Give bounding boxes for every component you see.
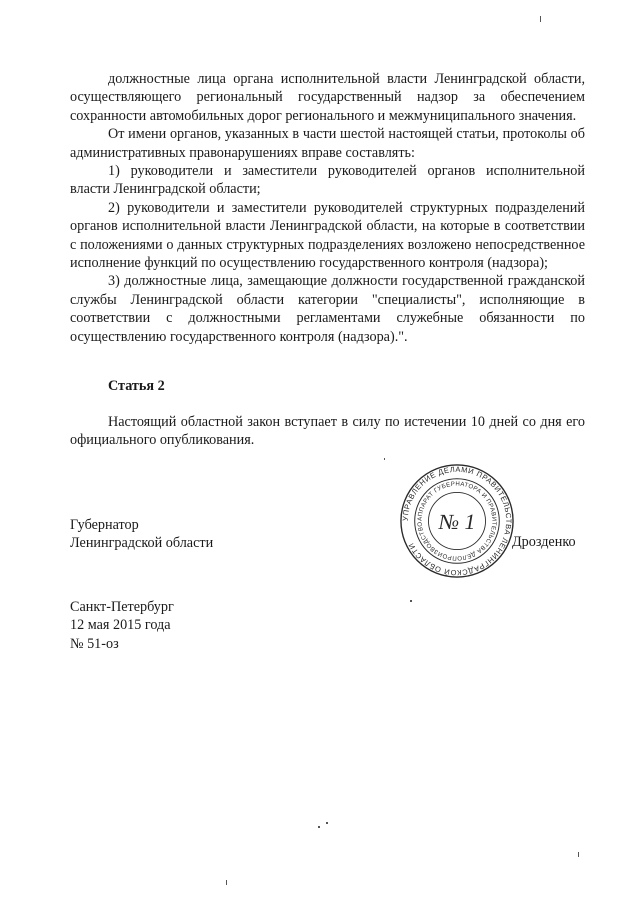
scan-speck <box>540 16 541 22</box>
stamp-number: № 1 <box>438 509 476 534</box>
list-item-2: 2) руководители и заместители руководителей структурных подразделений органов исполнительной власти Ленинградской области, на которые в соответствии с положениями о данных структурных подразделениях возложено непосредственное исполнение функций по осуществлению государственного контроля (надзора); <box>70 199 585 272</box>
scan-speck <box>226 880 227 885</box>
official-stamp <box>398 462 516 580</box>
paragraph-authority: От имени органов, указанных в части шестой настоящей статьи, протоколы об административных правонарушениях вправе составлять: <box>70 126 585 161</box>
law-number: № 51-оз <box>70 635 119 652</box>
stamp-inner-text: АППАРАТ ГУБЕРНАТОРА И ПРАВИТЕЛЬСТВА ДЕЛОПРОИЗВОДСТВО <box>416 480 498 562</box>
paragraph-officials: должностные лица органа исполнительной власти Ленинградской области, осуществляющего региональный государственный надзор за обеспечением сохранности автомобильных дорог регионального и межмуниципального значения. <box>70 71 585 124</box>
scan-speck <box>326 822 328 824</box>
scan-speck <box>578 852 579 857</box>
stamp-outer-text: УПРАВЛЕНИЕ ДЕЛАМИ ПРАВИТЕЛЬСТВА ЛЕНИНГРАДСКОЙ ОБЛАСТИ <box>400 464 514 578</box>
article-heading: Статья 2 <box>108 378 165 394</box>
list-item-1: 1) руководители и заместители руководителей органов исполнительной власти Ленинградской области; <box>70 163 585 198</box>
signature-title-line2: Ленинградской области <box>70 535 214 552</box>
article-text: Настоящий областной закон вступает в силу по истечении 10 дней со дня его официального опубликования. <box>70 414 585 449</box>
body-text <box>70 70 585 346</box>
signature-title <box>70 516 213 553</box>
date: 12 мая 2015 года <box>70 617 171 634</box>
scan-speck <box>318 826 320 828</box>
city: Санкт-Петербург <box>70 599 174 615</box>
scan-speck <box>410 600 412 602</box>
list-item-3: 3) должностные лица, замещающие должности государственной гражданской службы Ленинградской области категории "специалисты", исполняющие в соответствии с должностными регламентами служебные обязанности по осуществлению государственного контроля (надзора).". <box>70 273 585 345</box>
signature-surname: Дрозденко <box>512 534 576 550</box>
scan-speck <box>384 458 385 460</box>
signature-title-line1: Губернатор <box>70 517 139 533</box>
place-date-number <box>70 598 174 653</box>
